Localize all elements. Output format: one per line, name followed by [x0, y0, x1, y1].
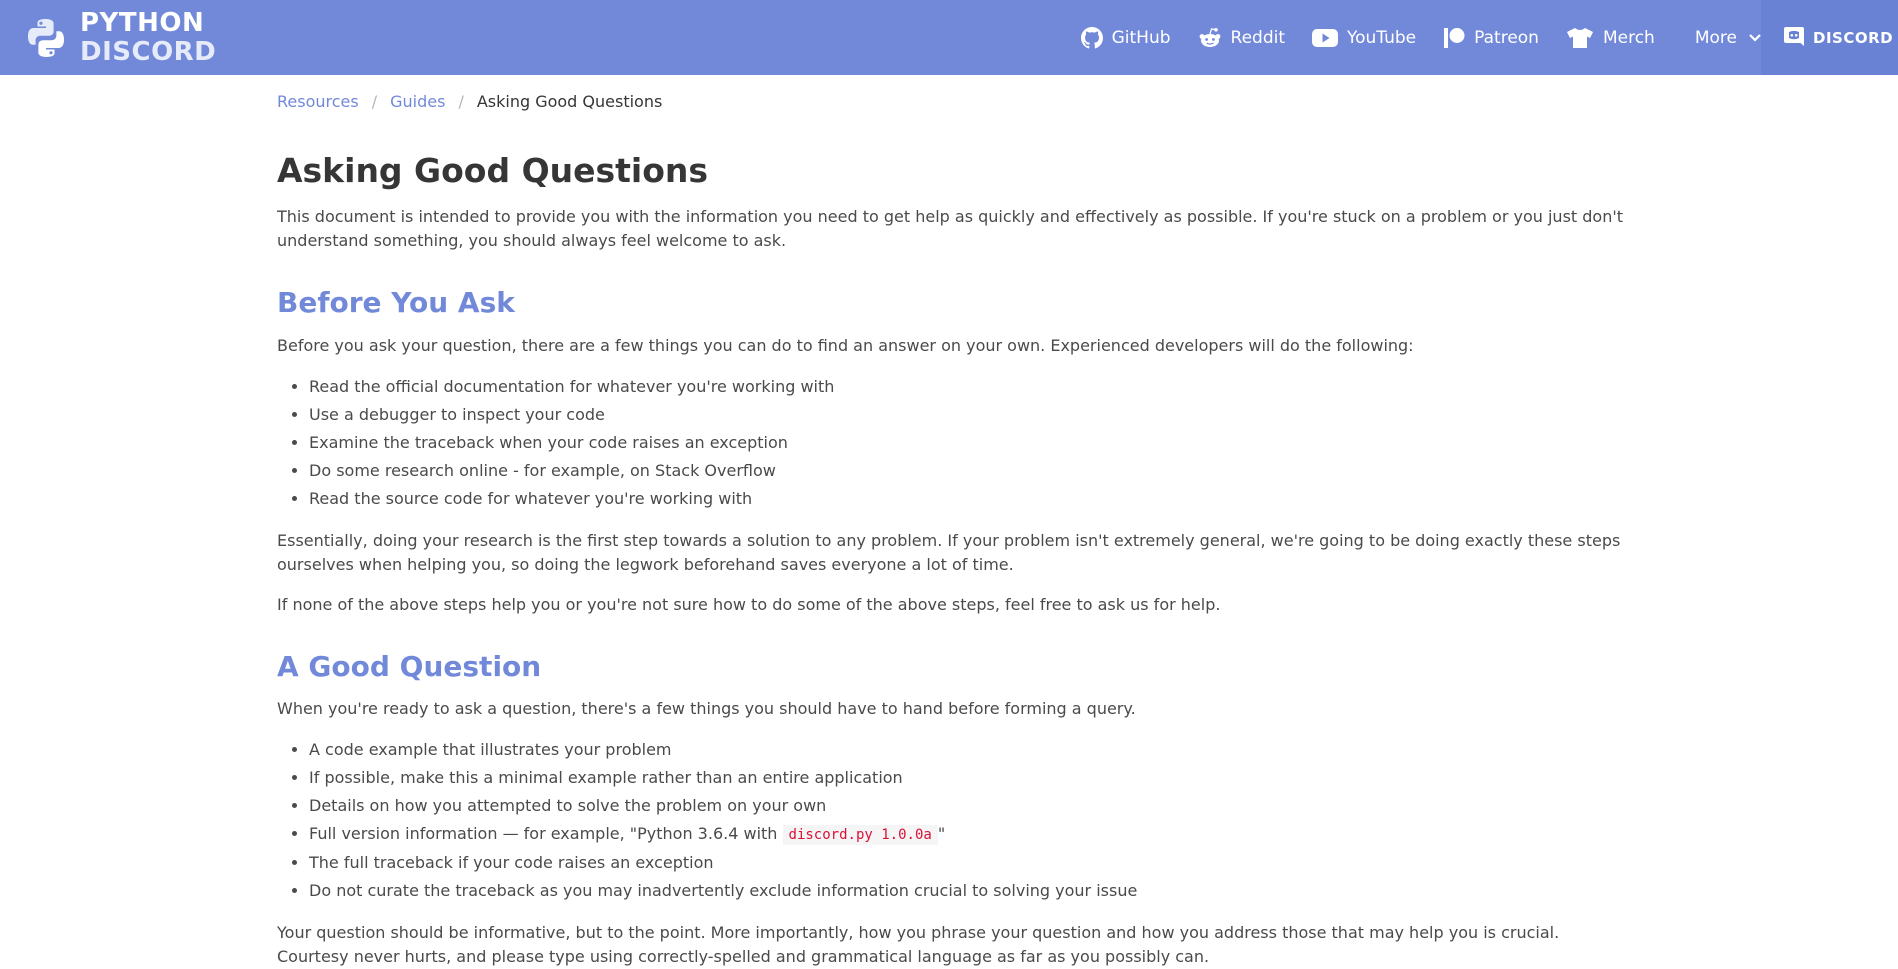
list-item: • Read the source code for whatever you're working with — [309, 485, 1627, 513]
breadcrumb-link-resources[interactable]: Resources — [277, 92, 359, 111]
section-heading-a-good-question[interactable]: A Good Question — [277, 649, 542, 683]
discord-icon — [1783, 25, 1805, 51]
bullet-list — [277, 736, 1627, 905]
discord-join-button[interactable] — [1761, 0, 1898, 75]
chevron-down-icon — [1749, 34, 1761, 42]
nav-link-label: Merch — [1602, 27, 1655, 48]
youtube-icon — [1312, 28, 1338, 48]
github-icon — [1081, 27, 1103, 49]
nav-link-patreon[interactable] — [1443, 27, 1539, 49]
brand-line-2: DISCORD — [80, 36, 217, 67]
section-heading-before-you-ask[interactable]: Before You Ask — [277, 286, 515, 320]
breadcrumb — [277, 92, 1627, 111]
list-item: • Do some research online - for example, on Stack Overflow — [309, 457, 1627, 485]
page-title: Asking Good Questions — [277, 151, 709, 190]
discord-label: DISCORD — [1813, 28, 1894, 47]
section-intro: Before you ask your question, there are a few things you can do to find an answer on your own. Experienced developers will do the following: — [277, 335, 1414, 355]
nav-link-merch[interactable] — [1566, 27, 1655, 49]
nav-link-github[interactable] — [1081, 27, 1171, 49]
list-item: • Details on how you attempted to solve the problem on your own — [309, 792, 1627, 820]
page-intro: This document is intended to provide you with the information you need to get help as quickly and effectively as possible. If you're stuck on a problem or you just don't understand something, you should always feel welcome to ask. — [277, 207, 1624, 251]
paragraph: If none of the above steps help you or you're not sure how to do some of the above steps, feel free to ask us for help. — [277, 594, 1221, 614]
more-label: More — [1694, 27, 1737, 48]
version-suffix: " — [937, 824, 946, 844]
list-item: • Read the official documentation for whatever you're working with — [309, 373, 1627, 401]
section-intro: When you're ready to ask a question, there's a few things you should have to hand before forming a query. — [277, 699, 1136, 719]
site-brand[interactable] — [24, 0, 216, 75]
list-item-version-info — [309, 820, 1627, 849]
paragraph: Your question should be informative, but to the point. More importantly, how you phrase your question and how you address those that may help you is crucial. Courtesy never hurts, and please type using correctly-spelled and grammatical language as far as you possibly can. — [277, 923, 1560, 967]
nav-links — [1054, 0, 1761, 75]
patreon-icon — [1443, 27, 1465, 49]
list-item: • If possible, make this a minimal example rather than an entire application — [309, 764, 1627, 792]
paragraph: Essentially, doing your research is the first step towards a solution to any problem. If your problem isn't extremely general, we're going to be doing exactly these steps ourselves when helping you, so doing the legwork beforehand saves everyone a lot of time. — [277, 530, 1621, 574]
reddit-icon — [1198, 27, 1222, 49]
brand-wordmark — [80, 9, 216, 67]
main-content — [277, 75, 1627, 969]
nav-link-label: YouTube — [1347, 27, 1417, 48]
nav-link-label: GitHub — [1111, 27, 1171, 48]
list-item: • The full traceback if your code raises an exception — [309, 849, 1627, 877]
nav-link-label: Reddit — [1230, 27, 1285, 48]
nav-link-reddit[interactable] — [1198, 27, 1285, 49]
nav-link-label: Patreon — [1474, 27, 1539, 48]
inline-code: discord.py 1.0.0a — [783, 825, 938, 845]
nav-more-dropdown[interactable] — [1695, 28, 1761, 48]
tshirt-icon — [1566, 27, 1594, 49]
breadcrumb-separator: / — [371, 92, 378, 111]
list-item: • Use a debugger to inspect your code — [309, 401, 1627, 429]
breadcrumb-current: Asking Good Questions — [476, 92, 663, 111]
python-logo-icon — [24, 16, 68, 60]
bullet-list — [277, 373, 1627, 513]
top-navbar — [0, 0, 1898, 75]
list-item: • Do not curate the traceback as you may inadvertently exclude information crucial to solving your issue — [309, 877, 1627, 905]
list-item: • Examine the traceback when your code raises an exception — [309, 429, 1627, 457]
breadcrumb-link-guides[interactable]: Guides — [390, 92, 446, 111]
breadcrumb-separator: / — [458, 92, 464, 111]
nav-link-youtube[interactable] — [1312, 28, 1416, 48]
version-prefix: Full version information — for example, "Python 3.6.4 with — [309, 824, 783, 844]
brand-line-1: PYTHON — [80, 7, 205, 38]
list-item: • A code example that illustrates your problem — [309, 736, 1627, 764]
